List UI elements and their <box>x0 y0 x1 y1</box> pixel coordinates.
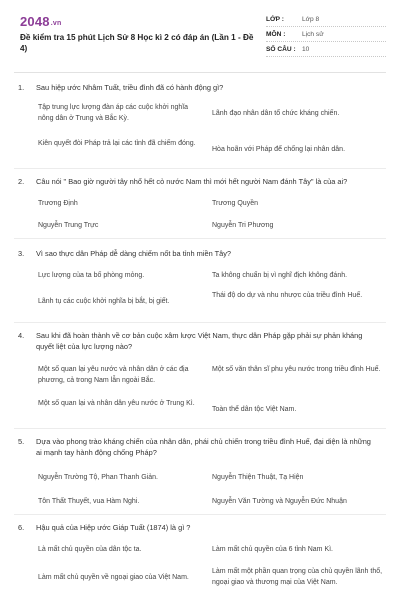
question-number: 4. <box>18 331 25 340</box>
option-b[interactable]: Lãnh đạo nhân dân tổ chức kháng chiến. <box>212 110 340 117</box>
site-logo[interactable] <box>20 14 61 29</box>
option-a[interactable]: Trương Định <box>38 200 78 207</box>
question-number: 3. <box>18 249 25 258</box>
question-divider <box>14 238 386 239</box>
meta-value: Lịch sử <box>302 31 324 38</box>
meta-row-count <box>266 42 386 57</box>
question-divider <box>14 168 386 169</box>
question-4 <box>0 328 400 428</box>
option-c[interactable]: Một số quan lại và nhân dân yêu nước ở Trung Kì. <box>38 400 195 407</box>
question-text: Câu nói " Bao giờ người tây nhổ hết cỏ nước Nam thì mới hết người Nam đánh Tây" là của ai? <box>36 177 348 186</box>
option-a[interactable]: Nguyễn Trường Tộ, Phan Thanh Giản. <box>38 474 158 481</box>
meta-row-class <box>266 12 386 27</box>
question-number: 6. <box>18 523 25 532</box>
option-d[interactable]: Nguyễn Tri Phương <box>212 222 274 229</box>
option-d[interactable]: Thái độ do dự và nhu nhược của triều đình Huế. <box>212 292 363 299</box>
option-c[interactable]: Tôn Thất Thuyết, vua Hàm Nghi. <box>38 498 140 505</box>
question-text: Dựa vào phong trào kháng chiến của nhân dân, phái chủ chiến trong triều đình Huế, đại diện là những ai mạnh tay hành động chống Pháp? <box>36 437 371 457</box>
question-1 <box>0 80 400 170</box>
option-d[interactable]: Nguyễn Văn Tường và Nguyễn Đức Nhuận <box>212 498 347 505</box>
option-b[interactable]: Làm mất chủ quyền của 6 tỉnh Nam Kì. <box>212 546 334 553</box>
meta-value: 10 <box>302 46 310 53</box>
meta-value: Lớp 8 <box>302 16 320 23</box>
header-divider <box>14 72 386 73</box>
question-3 <box>0 246 400 322</box>
question-text: Sau hiệp ước Nhâm Tuất, triều đình đã có hành động gì? <box>36 83 224 92</box>
option-c[interactable]: Lãnh tụ các cuộc khởi nghĩa bị bắt, bị giết. <box>38 298 170 305</box>
meta-info <box>266 12 386 57</box>
option-a[interactable]: Là mất chủ quyền của dân tộc ta. <box>38 546 142 553</box>
option-d[interactable]: Làm mất một phần quan trọng của chủ quyền lãnh thổ, ngoại giao và thương mại của Việt Nam. <box>212 568 383 586</box>
option-c[interactable]: Nguyễn Trung Trực <box>38 222 99 229</box>
option-d[interactable]: Hòa hoãn với Pháp để chống lại nhân dân. <box>212 146 346 153</box>
question-divider <box>14 514 386 515</box>
question-number: 2. <box>18 177 25 186</box>
meta-key: SỐ CÂU : <box>266 46 296 53</box>
option-b[interactable]: Ta không chuẩn bị vì nghĩ địch không đánh. <box>212 272 348 279</box>
option-c[interactable]: Làm mất chủ quyền về ngoại giao của Việt Nam. <box>38 574 189 581</box>
option-c[interactable]: Kiên quyết đòi Pháp trả lại các tỉnh đã chiếm đóng. <box>38 140 196 147</box>
question-5 <box>0 434 400 516</box>
meta-key: LỚP : <box>266 16 284 23</box>
option-d[interactable]: Toàn thể dân tộc Việt Nam. <box>212 406 297 413</box>
question-6 <box>0 520 400 600</box>
option-a[interactable]: Tập trung lực lượng đàn áp các cuộc khởi nghĩa nông dân ở Trung và Bắc Kỳ. <box>38 104 189 122</box>
logo-main: 2048 <box>20 14 50 29</box>
question-divider <box>14 322 386 323</box>
meta-row-subject <box>266 27 386 42</box>
option-a[interactable]: Lực lượng của ta bố phòng mỏng. <box>38 272 145 279</box>
option-b[interactable]: Trương Quyền <box>212 200 258 207</box>
question-number: 5. <box>18 437 25 446</box>
option-b[interactable]: Một số văn thân sĩ phu yêu nước trong triều đình Huế. <box>212 366 381 373</box>
option-b[interactable]: Nguyễn Thiện Thuật, Tạ Hiện <box>212 474 304 481</box>
meta-key: MÔN : <box>266 31 286 38</box>
page-title: Đề kiểm tra 15 phút Lịch Sử 8 Học kì 2 có đáp án (Lần 1 - Đề 4) <box>20 33 254 53</box>
option-a[interactable]: Một số quan lại yêu nước và nhân dân ở các địa phương, cả trong Nam lẫn ngoài Bắc. <box>38 366 189 384</box>
question-text: Vì sao thực dân Pháp dễ dàng chiếm nốt ba tỉnh miền Tây? <box>36 249 232 258</box>
question-text: Sau khi đã hoàn thành về cơ bản cuộc xâm lược Việt Nam, thực dân Pháp gặp phải sự phản kháng quyết liệt của lực lượng nào? <box>36 331 363 351</box>
logo-suffix: .vn <box>50 20 62 27</box>
question-2 <box>0 174 400 240</box>
header <box>14 10 386 62</box>
question-text: Hậu quả của Hiệp ước Giáp Tuất (1874) là gì ? <box>36 523 191 532</box>
question-number: 1. <box>18 83 25 92</box>
question-divider <box>14 428 386 429</box>
